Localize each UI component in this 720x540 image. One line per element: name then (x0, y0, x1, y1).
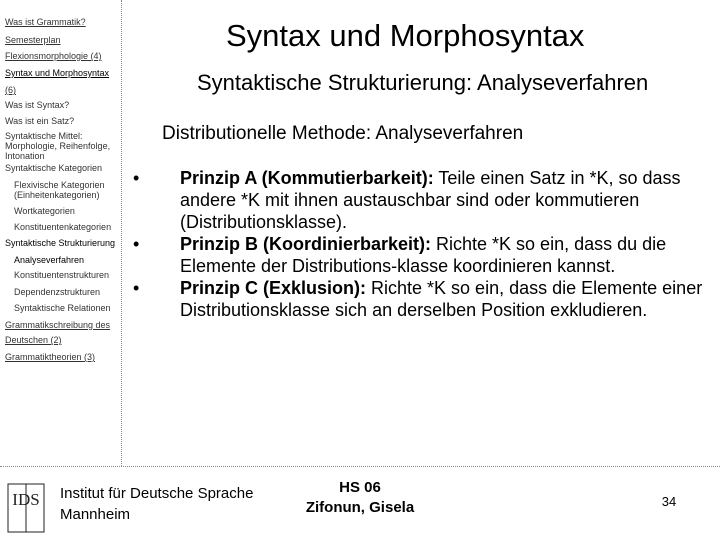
principle-text: Richte *K so ein, dass du die Elemente der Distributions-klasse koordinieren kannst. (180, 234, 667, 276)
sidebar-item-syntaktische-kategorien[interactable]: Syntaktische Kategorien (5, 163, 103, 173)
course-label: HS 06 (339, 479, 381, 496)
bullet-icon: • (133, 278, 140, 298)
sidebar-item-syntax-morphosyntax[interactable]: Syntax und Morphosyntax (5, 68, 110, 78)
sidebar-item-grammatikschreibung[interactable]: Grammatikschreibung des (5, 320, 111, 330)
sidebar-item-konstituentenkategorien[interactable]: Konstituentenkategorien (14, 222, 112, 232)
sidebar-item-grammatikschreibung-count[interactable]: Deutschen (2) (5, 335, 62, 345)
principle-title: Prinzip B (Koordinierbarkeit): (180, 234, 432, 254)
bullet-icon: • (133, 168, 140, 188)
author-name: Zifonun, Gisela (305, 499, 415, 516)
sidebar-item-analyseverfahren[interactable]: Analyseverfahren (14, 255, 85, 265)
sidebar-item-wortkategorien[interactable]: Wortkategorien (14, 206, 75, 216)
footer-course-info (290, 478, 430, 518)
principle-title: Prinzip A (Kommutierbarkeit): (180, 168, 434, 188)
sidebar-item-grammatiktheorien[interactable]: Grammatiktheorien (3) (5, 352, 96, 362)
sidebar-item-dependenzstrukturen[interactable]: Dependenzstrukturen (14, 287, 101, 297)
sidebar-item-konstituentenstrukturen[interactable]: Konstituentenstrukturen (14, 270, 110, 280)
page-number: 34 (661, 494, 677, 509)
section-heading: Distributionelle Methode: Analyseverfahren (162, 123, 524, 144)
principle-title: Prinzip C (Exklusion): (180, 278, 367, 298)
sidebar-item-syntaktische-mittel[interactable]: Syntaktische Mittel: Morphologie, Reihenfolge, Intonation (5, 131, 111, 161)
institute-city: Mannheim (60, 506, 131, 523)
sidebar-item-was-ist-ein-satz[interactable]: Was ist ein Satz? (5, 116, 75, 126)
sidebar-item-semesterplan[interactable]: Semesterplan (5, 35, 61, 45)
list-item (133, 167, 713, 233)
sidebar-item-syntax-morphosyntax-count[interactable]: (6) (5, 85, 16, 95)
institute-name: Institut für Deutsche Sprache (60, 485, 254, 502)
slide-subtitle: Syntaktische Strukturierung: Analyseverfahren (197, 70, 649, 95)
sidebar-item-syntaktische-strukturierung[interactable]: Syntaktische Strukturierung (5, 238, 116, 248)
ids-logo-icon (7, 483, 45, 533)
principle-text: Teile einen Satz in *K, so dass andere *K mit ihnen austauschbar sind oder kommutieren (Distributionsklasse). (180, 168, 681, 232)
sidebar-item-flexionsmorphologie[interactable]: Flexionsmorphologie (4) (5, 51, 102, 61)
sidebar-item-syntaktische-relationen[interactable]: Syntaktische Relationen (14, 303, 111, 313)
sidebar-item-was-ist-syntax[interactable]: Was ist Syntax? (5, 100, 70, 110)
sidebar-nav (0, 0, 122, 466)
footer-divider (0, 466, 720, 467)
logo-letters: IDS (12, 490, 40, 509)
sidebar-item-was-ist-grammatik[interactable]: Was ist Grammatik? (5, 17, 86, 27)
principle-text: Richte *K so ein, dass die Elemente einer Distributionsklasse sich an derselben Position exkludieren. (180, 278, 703, 320)
list-item (133, 233, 713, 277)
list-item (133, 277, 713, 321)
principles-list (133, 167, 713, 321)
sidebar-item-flexivische-kategorien[interactable]: Flexivische Kategorien (Einheitenkategorien) (14, 180, 105, 200)
bullet-icon: • (133, 234, 140, 254)
slide-title: Syntax und Morphosyntax (226, 18, 585, 53)
